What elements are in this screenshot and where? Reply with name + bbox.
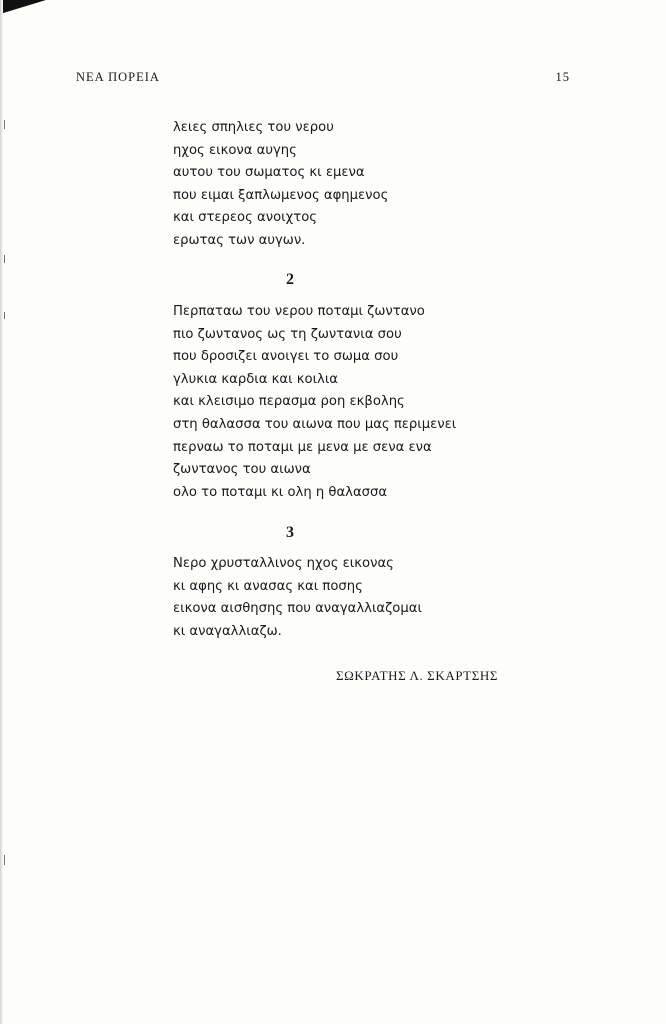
poem-line: αυτου του σωματος κι εμενα <box>173 165 365 181</box>
poem-line: περναω το ποταμι με μενα με σενα ενα <box>173 439 432 455</box>
section-number-2: 2 <box>286 271 294 288</box>
poem-line: Νερο χρυσταλλινος ηχος εικονας <box>173 556 394 571</box>
poem-line: λειες σπηλιες του νερου <box>173 120 334 135</box>
stanza-3 <box>173 553 573 643</box>
poem-line: και στερεος ανοιχτος <box>173 210 318 226</box>
poem-line: ζωντανος του αιωνα <box>173 462 311 478</box>
page-number: 15 <box>555 70 570 84</box>
stanza-1 <box>173 117 573 253</box>
scan-speck <box>4 255 5 263</box>
running-header <box>76 70 570 85</box>
poem-line: ηχος εικονα αυγης <box>173 142 297 158</box>
poem-line: κι αφης κι ανασας και ποσης <box>173 578 363 594</box>
poem-line: πιο ζωντανος ως τη ζωντανια σου <box>173 326 402 342</box>
poem-line: και κλεισιμο περασμα ροη εκβολης <box>173 394 405 410</box>
poem-line: Περπαταω του νερου ποταμι ζωντανο <box>173 304 425 319</box>
scan-speck <box>4 312 5 319</box>
poem-line: στη θαλασσα του αιωνα που μας περιμενει <box>173 416 457 432</box>
scan-speck <box>4 120 5 129</box>
author-signature: ΣΩΚΡΑΤΗΣ Λ. ΣΚΑΡΤΣΗΣ <box>336 668 499 683</box>
page-left-edge <box>0 0 3 1024</box>
poem-line: εικονα αισθησης που αναγαλλιαζομαι <box>173 601 422 617</box>
scan-corner-shadow <box>0 0 46 14</box>
poem-line: γλυκια καρδια και κοιλια <box>173 371 338 387</box>
poem-line: ερωτας των αυγων. <box>173 232 306 248</box>
poem-line: που ειμαι ξαπλωμενος αφημενος <box>173 187 389 203</box>
poem-line: κι αναγαλλιαζω. <box>173 623 282 639</box>
section-number-3: 3 <box>286 524 294 541</box>
journal-title: ΝΕΑ ΠΟΡΕΙΑ <box>76 70 160 84</box>
poem-line: που δροσιζει ανοιγει το σωμα σου <box>173 349 399 365</box>
stanza-2 <box>173 301 573 504</box>
poem-line: ολο το ποταμι κι ολη η θαλασσα <box>173 484 388 500</box>
scan-speck <box>4 855 5 865</box>
